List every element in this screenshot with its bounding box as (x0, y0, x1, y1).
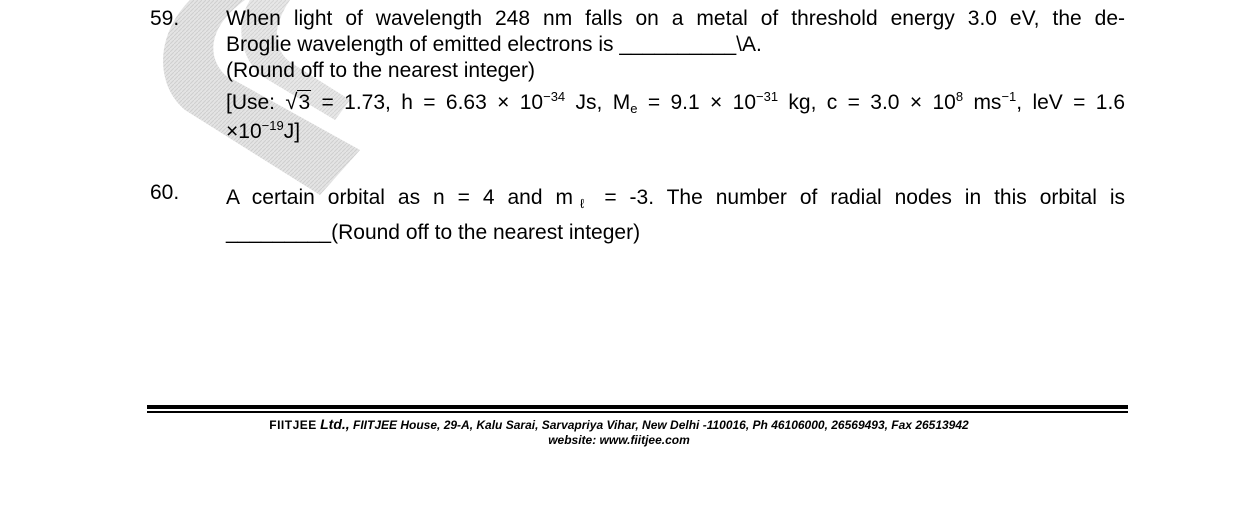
question-instruction: (Round off to the nearest integer) (226, 59, 535, 82)
footer-website: website: www.fiitjee.com (548, 433, 690, 447)
footer-address-line (0, 417, 1238, 433)
given-constants: [Use: √3 = 1.73, $h = 6.63 \times 10^{-34}$ Js, $M_e = 9.1 \times 10^{-31}$ kg, $c = 3.0 \times 10^8$ $ms^{-1}$, leV = 1.6 (226, 89, 1125, 116)
brand-suffix: Ltd., (320, 416, 350, 432)
question-text-line: When light of wavelength 248 nm falls on a metal of threshold energy 3.0 eV, the de- (226, 7, 1125, 30)
footer-rule-thin (147, 411, 1128, 413)
question-text-line: A certain orbital as n = 4 and $m_\ell = -3$. The number of radial nodes in this orbital is (226, 186, 1125, 211)
question-number: 59. (150, 7, 180, 30)
question-text-line: _________(Round off to the nearest integer) (226, 221, 641, 244)
question-body (226, 6, 1125, 145)
given-constants-cont: $\times 10^{-19}J$] (226, 118, 301, 143)
footer-rule-thick (147, 405, 1128, 409)
brand-name: FIITJEE (269, 418, 317, 432)
question-body (226, 180, 1125, 250)
footer-address: FIITJEE House, 29-A, Kalu Sarai, Sarvapriya Vihar, New Delhi -110016, Ph 46106000, 26569493, Fax 26513942 (353, 418, 969, 432)
question-number: 60. (150, 181, 180, 204)
sqrt-symbol: √3 (285, 89, 311, 114)
footer (0, 417, 1238, 448)
question-text-line: Broglie wavelength of emitted electrons is __________\A. (226, 33, 762, 56)
